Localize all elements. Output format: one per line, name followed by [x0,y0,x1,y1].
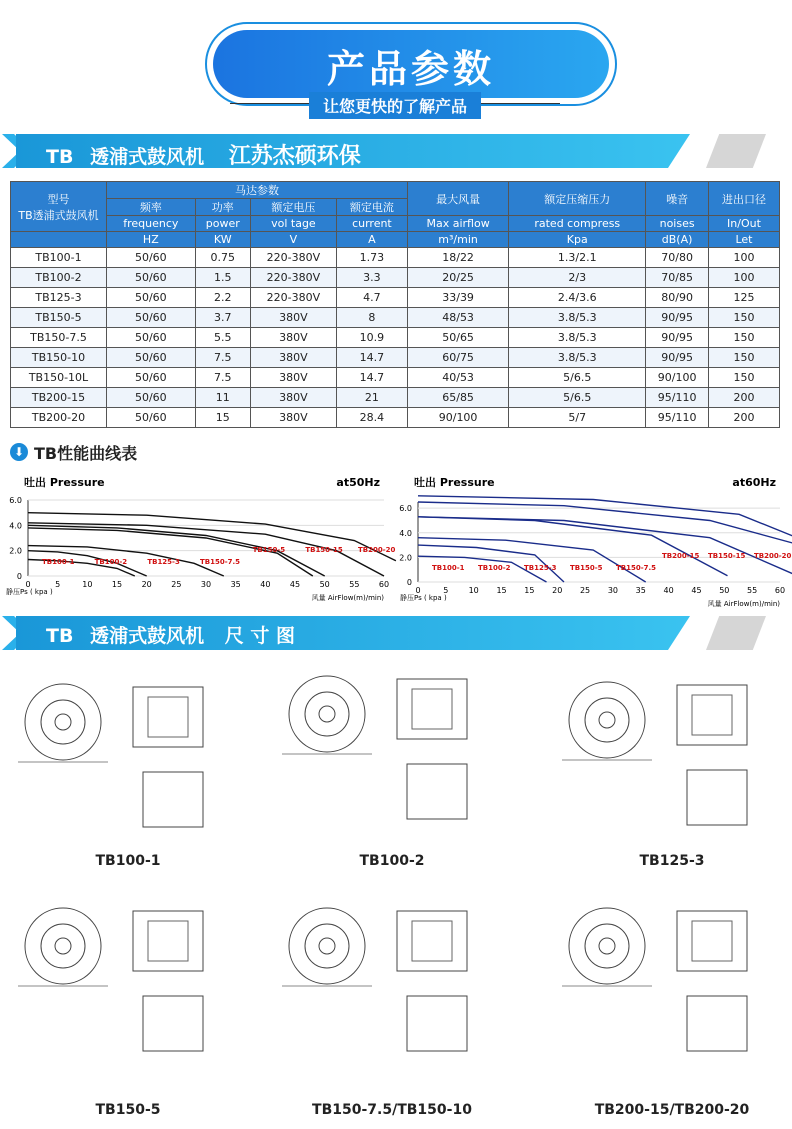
table-row [11,388,780,408]
chart-xtick-label: 55 [349,580,360,589]
chart-xtick-label: 30 [200,580,212,589]
table-cell: 90/95 [646,308,709,328]
chart-xtick-label: 55 [747,586,758,595]
chart-ylabel-top: 吐出 Pressure [414,476,495,489]
table-row [11,248,780,268]
chart-xtick-label: 15 [111,580,123,589]
table-cell: 380V [250,368,336,388]
technical-drawing [552,886,782,1086]
technical-drawing [8,886,238,1086]
chart-xtick-label: 5 [55,580,61,589]
chart-series-label: TB150-7.5 [200,558,241,566]
table-cell: 3.7 [195,308,250,328]
table-cell: 200 [708,388,779,408]
table-cell: 2/3 [509,268,646,288]
banner2-name: 透浦式鼓风机 [90,625,205,647]
chart-series-label: TB200-15 [662,552,700,560]
table-cell: 0.75 [195,248,250,268]
th-noise-unit: dB(A) [646,232,709,248]
chart-series-label: TB100-1 [432,564,465,572]
table-cell: 21 [336,388,407,408]
chart-series-label: TB125-3 [524,564,557,572]
blower-drawing-icon [8,662,238,842]
drawing-label: TB100-2 [359,853,425,869]
table-cell: TB100-1 [11,248,107,268]
th-press-unit: Kpa [509,232,646,248]
table-cell: TB125-3 [11,288,107,308]
chart-xtick-label: 40 [260,580,271,589]
table-cell: 90/95 [646,348,709,368]
chart-ytick-label: 6.0 [399,504,412,514]
table-cell: 380V [250,328,336,348]
th-air-cn: 最大风量 [407,182,508,216]
table-cell: 20/25 [407,268,508,288]
th-motor: 马达参数 [107,182,408,199]
chart-xtick-label: 40 [663,586,674,595]
table-cell: 125 [708,288,779,308]
table-cell: 48/53 [407,308,508,328]
table-cell: TB200-20 [11,408,107,428]
chart-xtick-label: 0 [415,586,421,595]
section-banner-dimensions [0,616,790,650]
chart-xlabel: 风量 AirFlow(m)/min) [311,594,384,602]
table-cell: 1.3/2.1 [509,248,646,268]
chart-series-label: TB150-15 [305,546,343,554]
chart-series-label: TB100-2 [94,558,128,566]
th-press-en: rated compress [509,216,646,232]
table-cell: 2.2 [195,288,250,308]
table-cell: 95/110 [646,388,709,408]
table-cell: 90/95 [646,328,709,348]
chart-series-label: TB100-2 [478,564,511,572]
chart-xtick-label: 60 [378,580,390,589]
chart-ytick-label: 0 [406,578,412,587]
drawing-label: TB100-1 [95,853,161,869]
chart-ytick-label: 2.0 [399,553,412,563]
blower-drawing-icon [272,654,502,834]
chart-xtick-label: 35 [230,580,241,589]
technical-drawing [552,660,782,840]
chart-60hz [398,472,792,610]
chart-xtick-label: 20 [141,580,152,589]
table-cell: 50/60 [107,268,196,288]
table-cell: 150 [708,308,779,328]
table-cell: 5/6.5 [509,368,646,388]
chart-xtick-label: 0 [25,580,31,589]
chart-series-line [418,517,792,576]
table-cell: 15 [195,408,250,428]
table-cell: 3.3 [336,268,407,288]
drawing-label: TB200-15/TB200-20 [594,1102,750,1118]
table-cell: 8 [336,308,407,328]
chart-xtick-label: 10 [82,580,93,589]
blower-drawing-icon [552,886,782,1086]
chart-xtick-label: 10 [468,586,479,595]
table-cell: 50/60 [107,308,196,328]
table-cell: 50/60 [107,288,196,308]
chart-ytick-label: 2.0 [9,546,22,556]
arrow-down-circle-icon: ⬇ [10,443,28,461]
table-cell: 220-380V [250,248,336,268]
chart-xtick-label: 15 [524,586,535,595]
th-noise-cn: 噪音 [646,182,709,216]
table-cell: 100 [708,268,779,288]
th-freq-cn: 频率 [107,199,196,216]
table-cell: 80/90 [646,288,709,308]
table-cell: 14.7 [336,348,407,368]
chart-series-label: TB150-5 [252,546,286,554]
section-curves-title: TB性能曲线表 [34,444,138,463]
th-units-spacer [11,232,107,248]
table-cell: 3.8/5.3 [509,308,646,328]
chart-xtick-label: 20 [552,586,563,595]
chart-series-line [418,538,646,582]
chart-series-label: TB150-5 [570,564,603,572]
chart-ytick-label: 4.0 [399,528,412,538]
table-row [11,408,780,428]
table-cell: 50/60 [107,348,196,368]
table-cell: 18/22 [407,248,508,268]
chart-xtick-label: 30 [607,586,619,595]
chart-xtick-label: 50 [719,586,730,595]
table-row [11,328,780,348]
table-cell: 28.4 [336,408,407,428]
chart-xlabel: 风量 AirFlow(m)/min) [707,600,780,608]
chart-xtick-label: 45 [289,580,301,589]
table-cell: TB150-10 [11,348,107,368]
chart-ylabel-bottom: 静压Ps ( kpa ) [6,588,53,596]
chart-series-label: TB200-20 [754,552,792,560]
table-row [11,308,780,328]
table-cell: 5/6.5 [509,388,646,408]
th-port-en: In/Out [708,216,779,232]
table-cell: 50/60 [107,408,196,428]
th-volt-unit: V [250,232,336,248]
chart-xtick-label: 45 [691,586,702,595]
th-power-cn: 功率 [195,199,250,216]
table-cell: 7.5 [195,368,250,388]
th-air-unit: m³/min [407,232,508,248]
table-cell: 11 [195,388,250,408]
table-cell: 90/100 [407,408,508,428]
table-cell: 50/65 [407,328,508,348]
table-cell: 5.5 [195,328,250,348]
chart-xtick-label: 5 [443,586,449,595]
table-cell: 7.5 [195,348,250,368]
table-cell: 50/60 [107,388,196,408]
th-power-en: power [195,216,250,232]
table-cell: 150 [708,328,779,348]
banner-company: 江苏杰硕环保 [228,144,361,169]
table-cell: 200 [708,408,779,428]
chart-ylabel-top: 吐出 Pressure [24,476,105,489]
th-air-en: Max airflow [407,216,508,232]
table-cell: 70/80 [646,248,709,268]
chart-title: at50Hz [336,476,380,489]
table-cell: 40/53 [407,368,508,388]
table-cell: 150 [708,348,779,368]
table-cell: 50/60 [107,248,196,268]
table-cell: 33/39 [407,288,508,308]
table-cell: TB100-2 [11,268,107,288]
blower-drawing-icon [8,886,238,1086]
table-cell: TB150-10L [11,368,107,388]
chart-series-label: TB150-15 [708,552,746,560]
chart-series-label: TB125-3 [147,558,180,566]
banner-name: 透浦式鼓风机 [90,146,205,168]
chart-xtick-label: 35 [635,586,646,595]
table-cell: 380V [250,388,336,408]
chart-series-label: TB100-1 [42,558,75,566]
th-power-unit: KW [195,232,250,248]
technical-drawing [8,662,238,842]
banner2-prefix: TB [46,625,74,647]
banner2-tail: 尺 寸 图 [224,625,295,647]
table-cell: 65/85 [407,388,508,408]
th-press-cn: 额定压缩压力 [509,182,646,216]
chart-xtick-label: 15 [496,586,507,595]
table-cell: 50/60 [107,328,196,348]
spec-table [10,181,780,428]
table-cell: 1.73 [336,248,407,268]
table-row [11,368,780,388]
section-banner-params [0,134,790,168]
chart-xtick-label: 60 [774,586,786,595]
chart-xtick-label: 50 [319,580,330,589]
table-cell: 70/85 [646,268,709,288]
chart-series-label: TB150-7.5 [616,564,657,572]
technical-drawing [272,654,502,834]
table-cell: 380V [250,308,336,328]
table-cell: 50/60 [107,368,196,388]
chart-50hz [4,472,396,604]
banner-prefix: TB [46,146,74,168]
chart-ytick-label: 0 [16,572,22,581]
th-curr-en: current [336,216,407,232]
chart-xtick-label: 25 [171,580,182,589]
chart-series-label: TB200-20 [358,546,396,554]
table-cell: 1.5 [195,268,250,288]
table-cell: 95/110 [646,408,709,428]
table-cell: 3.8/5.3 [509,348,646,368]
table-cell: 100 [708,248,779,268]
table-cell: 60/75 [407,348,508,368]
th-volt-en: vol tage [250,216,336,232]
table-cell: 10.9 [336,328,407,348]
table-cell: 380V [250,408,336,428]
table-cell: 2.4/3.6 [509,288,646,308]
table-row [11,348,780,368]
drawing-label: TB150-7.5/TB150-10 [312,1102,472,1118]
th-noise-en: noises [646,216,709,232]
table-cell: 90/100 [646,368,709,388]
table-row [11,268,780,288]
th-curr-cn: 额定电流 [336,199,407,216]
drawing-label: TB150-5 [95,1102,161,1118]
th-model: 型号 TB透浦式鼓风机 [11,182,107,232]
th-volt-cn: 额定电压 [250,199,336,216]
drawing-label: TB125-3 [639,853,705,869]
th-freq-unit: HZ [107,232,196,248]
chart-ylabel-bottom: 静压Ps ( kpa ) [400,594,447,602]
table-cell: TB150-5 [11,308,107,328]
chart-ytick-label: 6.0 [9,496,22,505]
th-curr-unit: A [336,232,407,248]
table-cell: 14.7 [336,368,407,388]
technical-drawing [272,886,502,1086]
th-freq-en: frequency [107,216,196,232]
chart-ytick-label: 4.0 [9,521,22,531]
table-cell: TB200-15 [11,388,107,408]
table-cell: TB150-7.5 [11,328,107,348]
table-cell: 380V [250,348,336,368]
th-port-unit: Let [708,232,779,248]
hero-subtitle: 让您更快的了解产品 [309,92,481,119]
table-cell: 5/7 [509,408,646,428]
blower-drawing-icon [272,886,502,1086]
table-row [11,288,780,308]
table-cell: 4.7 [336,288,407,308]
th-port-cn: 进出口径 [708,182,779,216]
blower-drawing-icon [552,660,782,840]
table-cell: 220-380V [250,268,336,288]
table-cell: 150 [708,368,779,388]
hero-title: 产品参数 [326,47,495,91]
table-cell: 3.8/5.3 [509,328,646,348]
chart-title: at60Hz [732,476,776,489]
chart-xtick-label: 25 [579,586,591,595]
table-cell: 220-380V [250,288,336,308]
